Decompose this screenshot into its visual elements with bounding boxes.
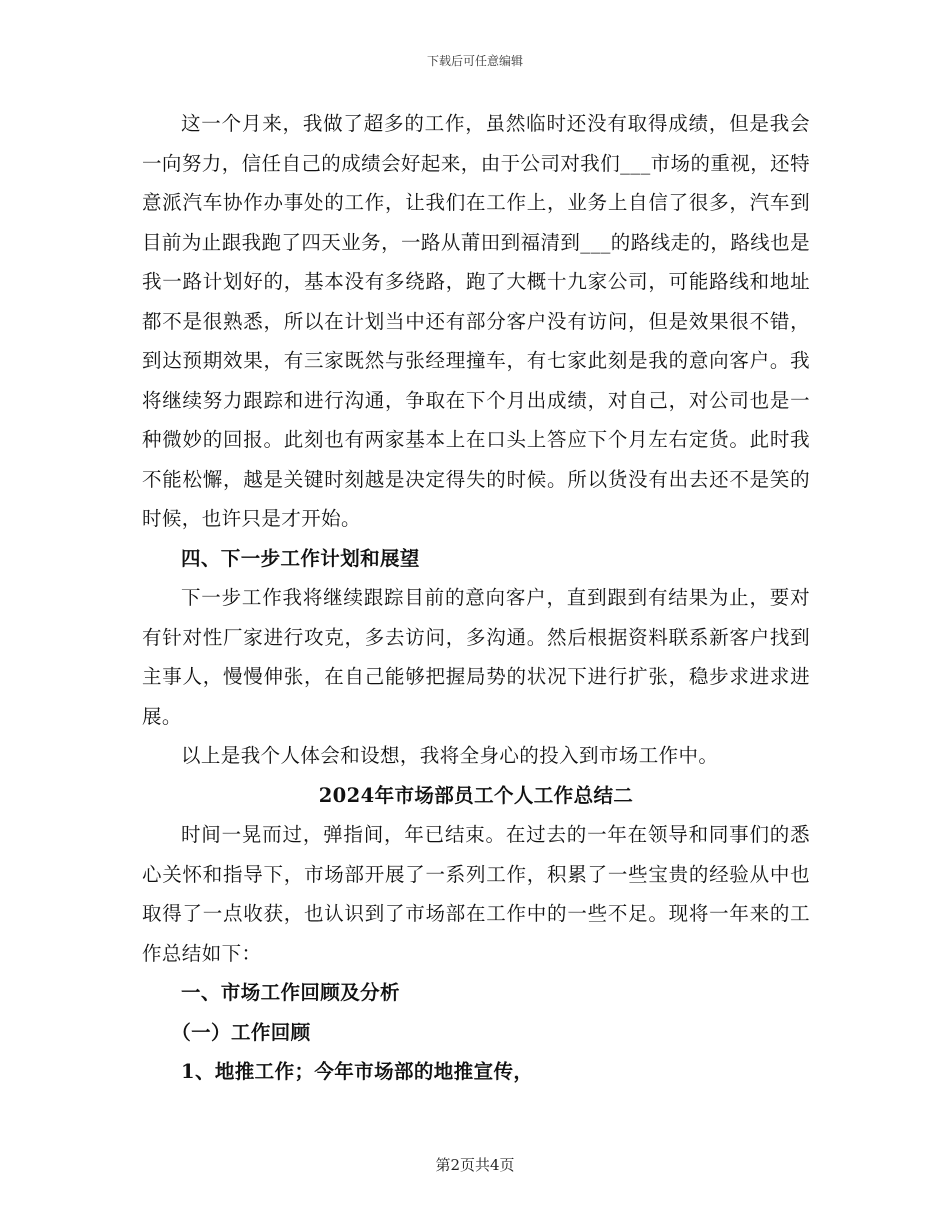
document-body [142,104,810,1092]
paragraph-intro-two: 时间一晃而过，弹指间，年已结束。在过去的一年在领导和同事们的悉心关怀和指导下，市场部开展了一系列工作，积累了一些宝贵的经验从中也取得了一点收获，也认识到了市场部在工作中的一些不足。现将一年来的工作总结如下： [142,823,810,965]
paragraph-closing: 以上是我个人体会和设想，我将全身心的投入到市场工作中。 [181,744,719,767]
page-header: 下载后可任意编辑 [426,54,523,68]
subsection-heading-work-review: （一）工作回顾 [171,1020,311,1044]
paragraph-next-plan: 下一步工作我将继续跟踪目前的意向客户，直到跟到有结果为止，要对有针对性厂家进行攻克，多去访问，多沟通。然后根据资料联系新客户找到主事人，慢慢伸张，在自己能够把握局势的状况下进行扩张，稳步求进求进展。 [142,586,810,728]
paragraph-work-progress: 这一个月来，我做了超多的工作，虽然临时还没有取得成绩，但是我会一向努力，信任自己的成绩会好起来，由于公司对我们___市场的重视，还特意派汽车协作办事处的工作，让我们在工作上，业务上自信了很多，汽车到目前为止跟我跑了四天业务，一路从莆田到福清到___的路线走的，路线也是我一路计划好的，基本没有多绕路，跑了大概十九家公司，可能路线和地址都不是很熟悉，所以在计划当中还有部分客户没有访问，但是效果很不错，到达预期效果，有三家既然与张经理撞车，有七家此刻是我的意向客户。我将继续努力跟踪和进行沟通，争取在下个月出成绩，对自己，对公司也是一种微妙的回报。此刻也有两家基本上在口头上答应下个月左右定货。此时我不能松懈，越是关键时刻越是决定得失的时候。所以货没有出去还不是笑的时候，也许只是才开始。 [142,112,810,530]
section-heading-market-review: 一、市场工作回顾及分析 [181,981,400,1004]
item-heading-ground-promotion: 1、地推工作；今年市场部的地推宣传， [181,1060,534,1083]
page-footer: 第2页共4页 [435,1156,515,1174]
document-title-two: 2024年市场部员工个人工作总结二 [318,783,634,807]
section-heading-next-plan: 四、下一步工作计划和展望 [181,546,420,570]
